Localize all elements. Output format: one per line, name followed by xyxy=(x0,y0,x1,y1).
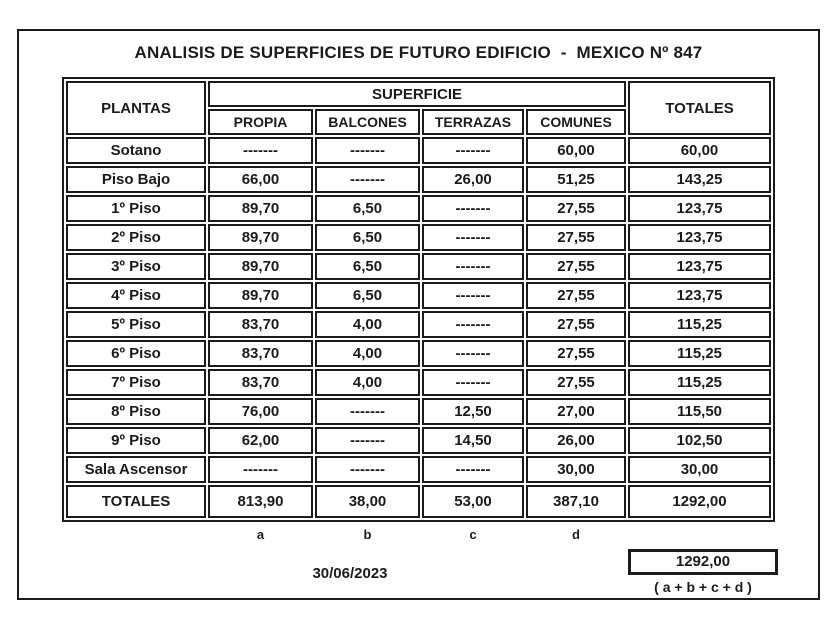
value-cell: ------- xyxy=(422,456,524,483)
grand-total-box: 1292,00 xyxy=(628,549,778,575)
table-row xyxy=(66,195,771,222)
column-letter-d: d xyxy=(572,527,580,542)
header-totales: TOTALES xyxy=(628,81,771,135)
header-superficie: SUPERFICIE xyxy=(208,81,626,107)
value-cell: 66,00 xyxy=(208,166,313,193)
value-cell: 89,70 xyxy=(208,253,313,280)
value-cell: 27,55 xyxy=(526,282,626,309)
planta-cell: 4º Piso xyxy=(66,282,206,309)
value-cell: 387,10 xyxy=(526,485,626,518)
letter-spacer xyxy=(66,527,206,542)
header-comunes: COMUNES xyxy=(526,109,626,135)
value-cell: 1292,00 xyxy=(628,485,771,518)
value-cell: 4,00 xyxy=(315,369,420,396)
value-cell: ------- xyxy=(315,427,420,454)
value-cell: 813,90 xyxy=(208,485,313,518)
value-cell: 89,70 xyxy=(208,195,313,222)
value-cell: 27,55 xyxy=(526,253,626,280)
value-cell: ------- xyxy=(208,456,313,483)
planta-cell: Sala Ascensor xyxy=(66,456,206,483)
value-cell: ------- xyxy=(208,137,313,164)
planta-cell: 6º Piso xyxy=(66,340,206,367)
totals-row xyxy=(66,485,771,518)
document-date: 30/06/2023 xyxy=(312,565,388,582)
value-cell: ------- xyxy=(422,253,524,280)
value-cell: 62,00 xyxy=(208,427,313,454)
value-cell: 83,70 xyxy=(208,311,313,338)
value-cell: 115,25 xyxy=(628,340,771,367)
value-cell: 4,00 xyxy=(315,340,420,367)
header-balcones: BALCONES xyxy=(315,109,420,135)
table-row xyxy=(66,282,771,309)
table-row xyxy=(66,369,771,396)
planta-cell: 3º Piso xyxy=(66,253,206,280)
table-row xyxy=(66,253,771,280)
table-row xyxy=(66,398,771,425)
planta-cell: 2º Piso xyxy=(66,224,206,251)
value-cell: 115,25 xyxy=(628,369,771,396)
value-cell: 6,50 xyxy=(315,282,420,309)
value-cell: 60,00 xyxy=(628,137,771,164)
value-cell: 115,50 xyxy=(628,398,771,425)
planta-cell: 9º Piso xyxy=(66,427,206,454)
value-cell: ------- xyxy=(422,340,524,367)
table-row xyxy=(66,137,771,164)
value-cell: 27,55 xyxy=(526,340,626,367)
planta-cell: 8º Piso xyxy=(66,398,206,425)
value-cell: ------- xyxy=(422,369,524,396)
table-row xyxy=(66,427,771,454)
value-cell: ------- xyxy=(315,398,420,425)
value-cell: 6,50 xyxy=(315,253,420,280)
value-cell: 143,25 xyxy=(628,166,771,193)
value-cell: 83,70 xyxy=(208,369,313,396)
letter-spacer xyxy=(628,527,771,542)
value-cell: ------- xyxy=(422,195,524,222)
value-cell: ------- xyxy=(315,166,420,193)
value-cell: ------- xyxy=(315,137,420,164)
planta-cell: TOTALES xyxy=(66,485,206,518)
value-cell: 123,75 xyxy=(628,224,771,251)
table-row xyxy=(66,456,771,483)
table-row xyxy=(66,340,771,367)
value-cell: 27,55 xyxy=(526,369,626,396)
surface-analysis-table xyxy=(62,77,775,522)
value-cell: 76,00 xyxy=(208,398,313,425)
value-cell: ------- xyxy=(422,137,524,164)
header-terrazas: TERRAZAS xyxy=(422,109,524,135)
value-cell: 53,00 xyxy=(422,485,524,518)
planta-cell: 1º Piso xyxy=(66,195,206,222)
header-plantas: PLANTAS xyxy=(66,81,206,135)
table-row xyxy=(66,166,771,193)
header-row-1 xyxy=(66,81,771,107)
value-cell: 27,55 xyxy=(526,195,626,222)
value-cell: 14,50 xyxy=(422,427,524,454)
value-cell: 27,00 xyxy=(526,398,626,425)
value-cell: 6,50 xyxy=(315,195,420,222)
value-cell: 12,50 xyxy=(422,398,524,425)
value-cell: 26,00 xyxy=(526,427,626,454)
value-cell: 6,50 xyxy=(315,224,420,251)
value-cell: ------- xyxy=(315,456,420,483)
value-cell: 89,70 xyxy=(208,282,313,309)
value-cell: 83,70 xyxy=(208,340,313,367)
grand-total-formula: ( a + b + c + d ) xyxy=(654,579,752,595)
value-cell: 123,75 xyxy=(628,282,771,309)
value-cell: 89,70 xyxy=(208,224,313,251)
column-letter-c: c xyxy=(469,527,477,542)
planta-cell: 7º Piso xyxy=(66,369,206,396)
value-cell: 30,00 xyxy=(628,456,771,483)
value-cell: 38,00 xyxy=(315,485,420,518)
header-propia: PROPIA xyxy=(208,109,313,135)
value-cell: 26,00 xyxy=(422,166,524,193)
document-page xyxy=(17,29,820,600)
value-cell: 102,50 xyxy=(628,427,771,454)
planta-cell: Piso Bajo xyxy=(66,166,206,193)
value-cell: ------- xyxy=(422,224,524,251)
page-title: ANALISIS DE SUPERFICIES DE FUTURO EDIFICIO - MEXICO Nº 847 xyxy=(134,43,703,62)
value-cell: ------- xyxy=(422,311,524,338)
table-row xyxy=(66,311,771,338)
value-cell: 123,75 xyxy=(628,195,771,222)
value-cell: 4,00 xyxy=(315,311,420,338)
value-cell: 30,00 xyxy=(526,456,626,483)
column-letters-row xyxy=(62,523,775,542)
value-cell: 51,25 xyxy=(526,166,626,193)
value-cell: 27,55 xyxy=(526,311,626,338)
planta-cell: Sotano xyxy=(66,137,206,164)
column-letter-b: b xyxy=(363,527,372,542)
value-cell: 123,75 xyxy=(628,253,771,280)
value-cell: 27,55 xyxy=(526,224,626,251)
value-cell: 115,25 xyxy=(628,311,771,338)
table-row xyxy=(66,224,771,251)
value-cell: ------- xyxy=(422,282,524,309)
planta-cell: 5º Piso xyxy=(66,311,206,338)
column-letter-a: a xyxy=(256,527,265,542)
value-cell: 60,00 xyxy=(526,137,626,164)
